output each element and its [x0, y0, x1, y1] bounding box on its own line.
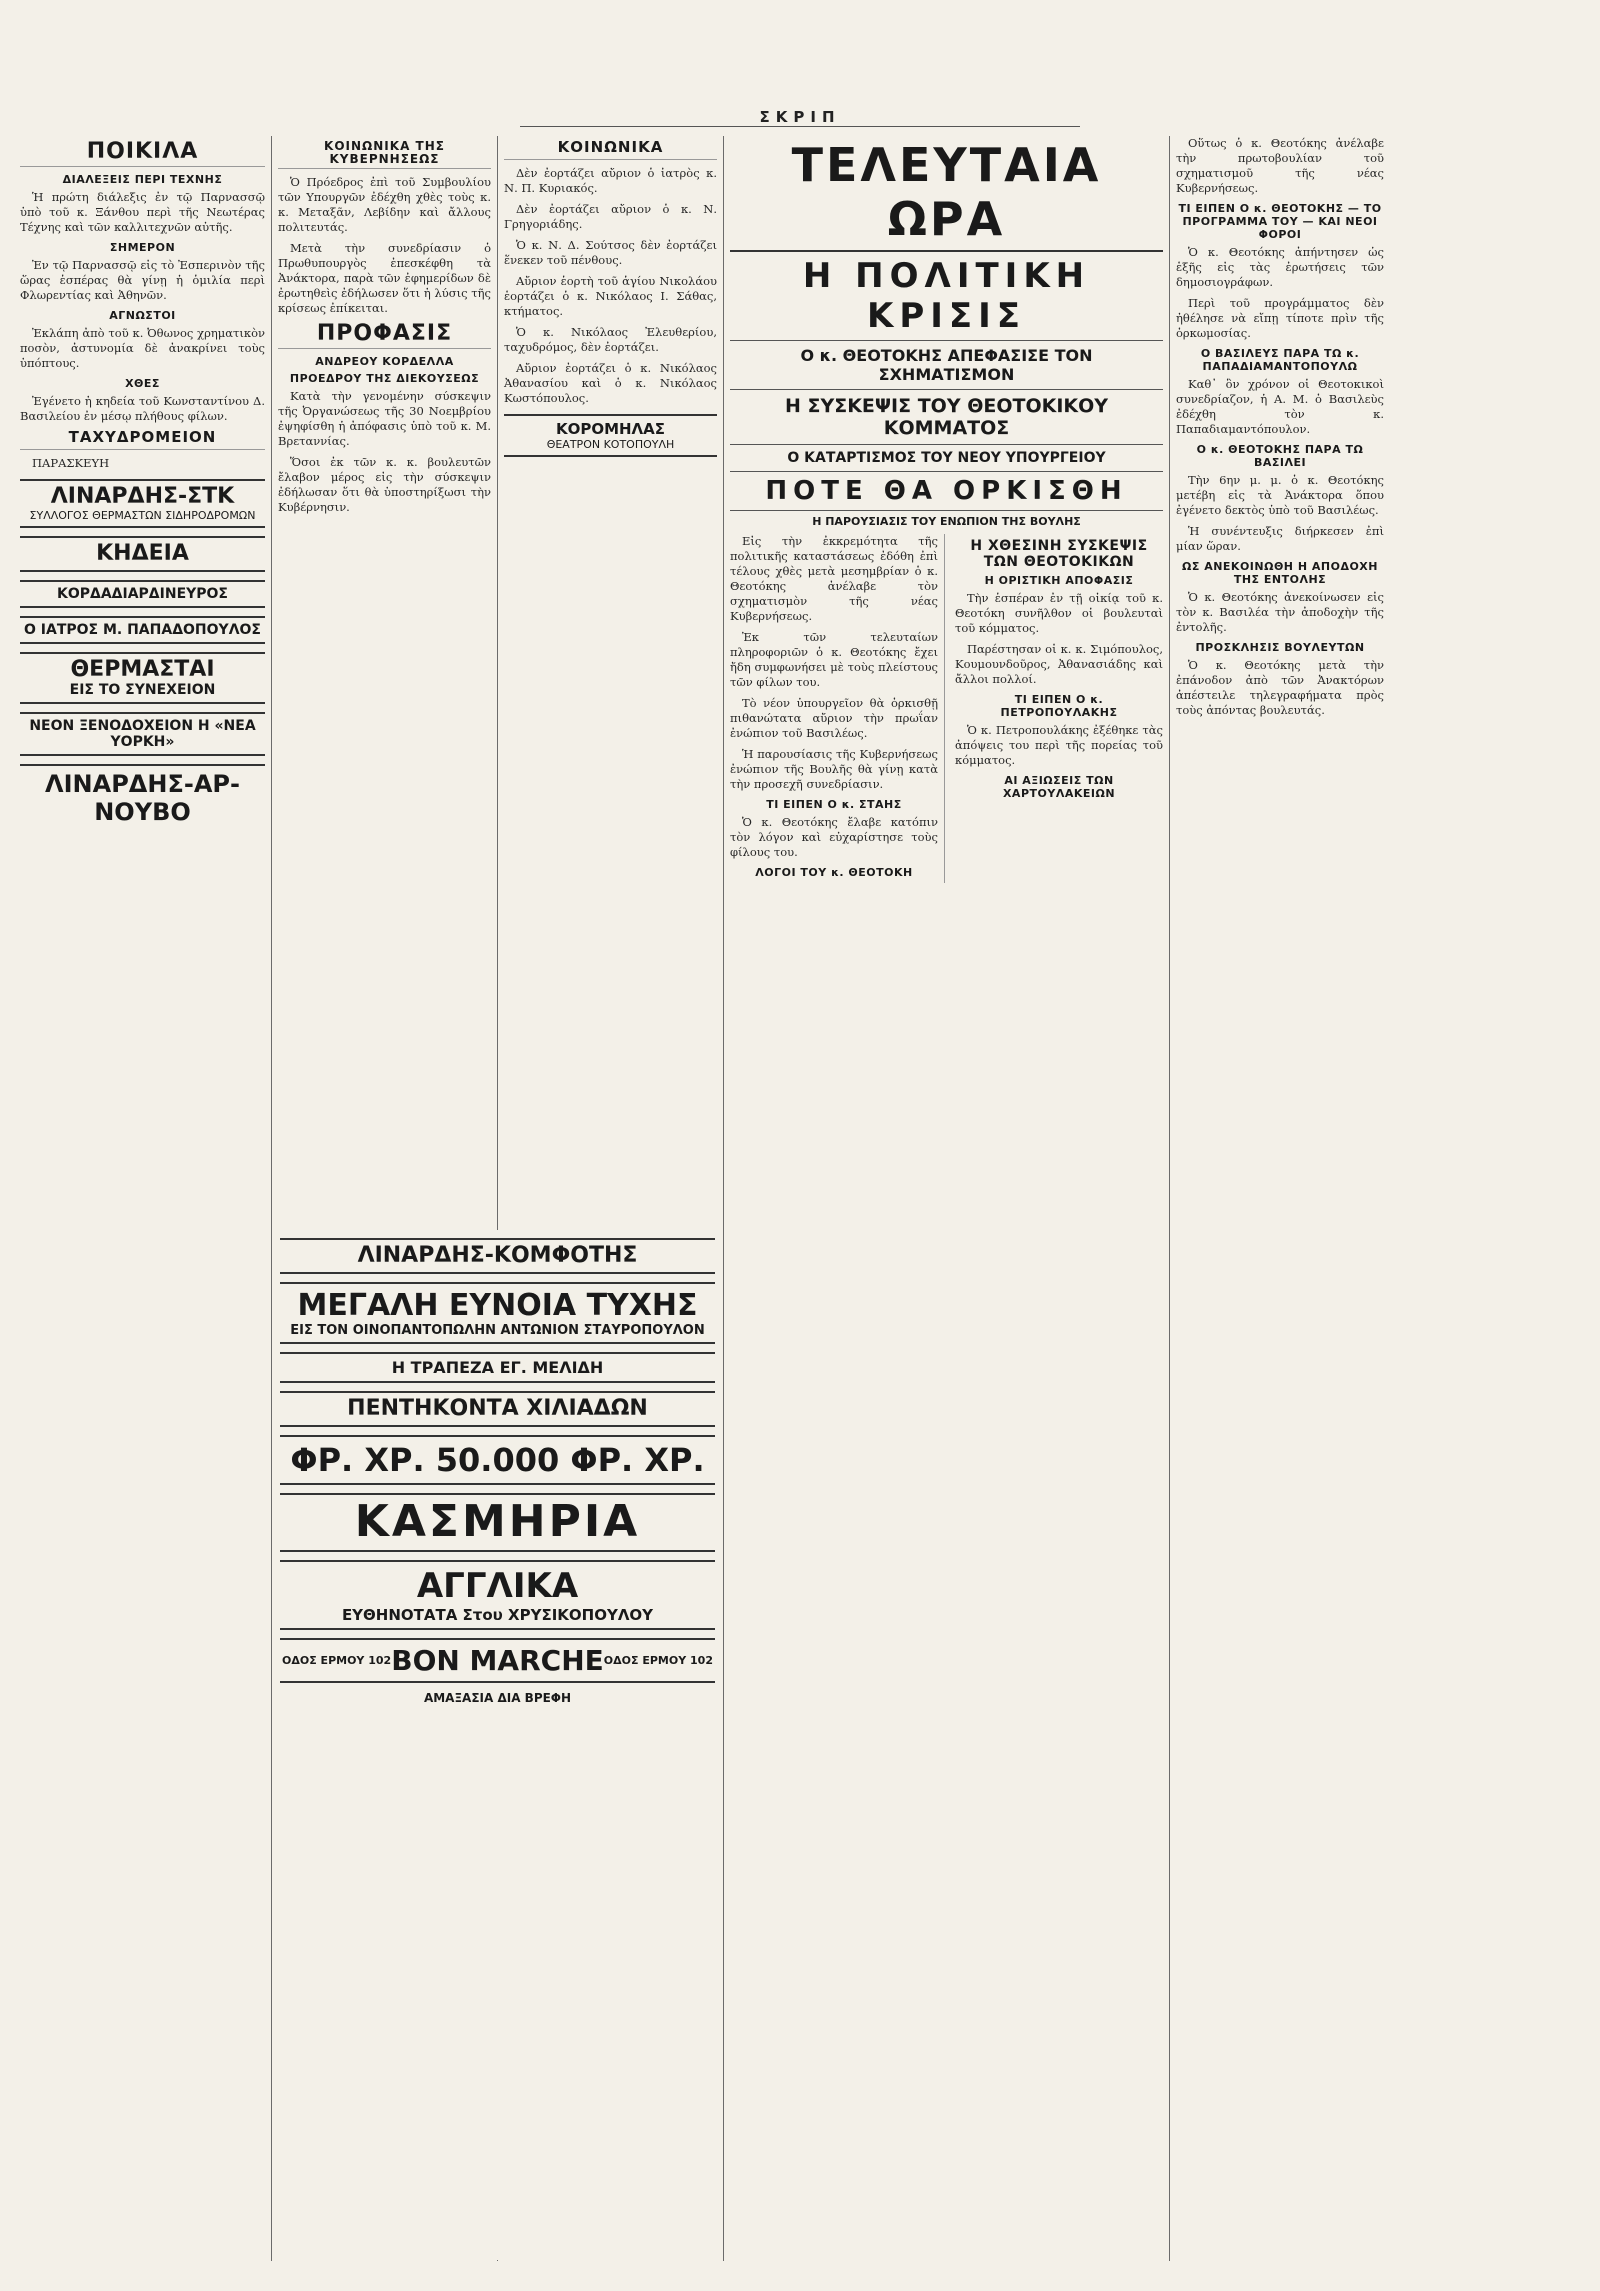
lead-paragraph: Ὁ κ. Πετροπουλάκης ἐξέθηκε τὰς ἀπόψεις του περὶ τῆς πορείας τοῦ κόμματος.: [955, 723, 1163, 767]
right-text: Ὁ κ. Θεοτόκης ἀνεκοίνωσεν εἰς τὸν κ. Βασιλέα τὴν ἀποδοχὴν τῆς ἐντολῆς.: [1176, 590, 1384, 634]
right-text: Οὕτως ὁ κ. Θεοτόκης ἀνέλαβε τὴν πρωτοβουλίαν τοῦ σχηματισμοῦ τῆς νέας Κυβερνήσεως.: [1176, 136, 1384, 195]
item-text: Ἐγένετο ἡ κηδεία τοῦ Κωνσταντίνου Δ. Βασιλείου ἐν μέσῳ πλήθους φίλων.: [20, 394, 265, 424]
item-title: ΣΗΜΕΡΟΝ: [109, 241, 176, 255]
ad-trapeza: [280, 1352, 715, 1383]
right-text: Τὴν 6ην μ. μ. ὁ κ. Θεοτόκης μετέβη εἰς τὰ Ἀνάκτορα ὅπου ἐγένετο δεκτὸς ὑπὸ τοῦ Βασιλέως.: [1176, 473, 1384, 517]
post-text: ΠΑΡΑΣΚΕΥΗ: [32, 455, 110, 470]
lead-body-right: [955, 534, 1163, 883]
section-head-post: ΤΑΧΥΔΡΟΜΕΙΟΝ: [20, 430, 265, 450]
wide-ads-block: [272, 1230, 724, 2260]
right-text: Καθ᾽ ὃν χρόνον οἱ Θεοτοκικοὶ συνεδρίαζον, ἡ Α. Μ. ὁ Βασιλεὺς ἐδέχθη τὸν κ. Παπαδιαμαντόπουλον.: [1176, 377, 1384, 436]
section-head-poikila: ΠΟΙΚΙΛΑ: [20, 140, 265, 167]
lead-headline-7: Η ΠΑΡΟΥΣΙΑΣΙΣ ΤΟΥ ΕΝΩΠΙΟΝ ΤΗΣ ΒΟΥΛΗΣ: [812, 515, 1081, 528]
ad-pentikonta: [280, 1391, 715, 1427]
ad-iatros: [20, 616, 265, 644]
ad-title: ΛΙΝΑΡΔΗΣ-ΣΤΚ: [50, 483, 235, 509]
ad-komfotis: [280, 1238, 715, 1274]
ad-linardis: [20, 479, 265, 528]
ad-title: ΠΕΝΤΗΚΟΝΤΑ ΧΙΛΙΑΔΩΝ: [347, 1396, 648, 1422]
ad-title: ΑΓΓΛΙΚΑ: [416, 1565, 579, 1606]
lead-subhead: ΤΙ ΕΙΠΕΝ Ο κ. ΣΤΑΗΣ: [766, 798, 902, 811]
right-text: Περὶ τοῦ προγράμματος δὲν ἠθέλησε νὰ εἴπῃ τίποτε πρὶν τῆς ὁρκωμοσίας.: [1176, 296, 1384, 340]
lead-paragraph: Ἡ παρουσίασις τῆς Κυβερνήσεως ἐνώπιον τῆς Βουλῆς θὰ γίνῃ κατὰ τὴν προσεχῆ συνεδρίασιν.: [730, 747, 938, 791]
ad-anglika: [280, 1560, 715, 1630]
lead-subhead: ΑΙ ΑΞΙΩΣΕΙΣ ΤΩΝ ΧΑΡΤΟΥΛΑΚΕΙΩΝ: [1002, 774, 1116, 800]
right-subhead: Ο ΒΑΣΙΛΕΥΣ ΠΑΡΑ ΤΩ κ. ΠΑΠΑΔΙΑΜΑΝΤΟΠΟΥΛΩ: [1200, 347, 1360, 373]
ad-title: Ο ΙΑΤΡΟΣ Μ. ΠΑΠΑΔΟΠΟΥΛΟΣ: [24, 622, 261, 639]
ad-subtitle: ΕΙΣ ΤΟΝ ΟΙΝΟΠΑΝΤΟΠΩΛΗΝ ΑΝΤΩΝΙΟΝ ΣΤΑΥΡΟΠΟΥΛΟΝ: [290, 1323, 705, 1339]
lead-paragraph: Παρέστησαν οἱ κ. κ. Σιμόπουλος, Κουμουνδοῦρος, Ἀθανασιάδης καὶ ἄλλοι πολλοί.: [955, 642, 1163, 686]
lead-headline-2: Η ΠΟΛΙΤΙΚΗ ΚΡΙΣΙΣ: [730, 252, 1163, 341]
item-text: Ἐκλάπη ἀπὸ τοῦ κ. Ὀθωνος χρηματικὸν ποσὸν, ἀστυνομία δὲ ἀνακρίνει τοὺς ὑπόπτους.: [20, 326, 265, 371]
ad-title: Η ΤΡΑΠΕΖΑ ΕΓ. ΜΕΛΙΔΗ: [391, 1358, 604, 1378]
right-text: Ὁ κ. Θεοτόκης μετὰ τὴν ἐπάνοδον ἀπὸ τῶν Ἀνακτόρων ἀπέστειλε τηλεγραφήματα πρὸς τοὺς ἀπόντας βουλευτάς.: [1176, 658, 1384, 717]
ad-title: ΚΟΡΟΜΗΛΑΣ: [555, 419, 666, 438]
ad-subtitle: ΣΥΛΛΟΓΟΣ ΘΕΡΜΑΣΤΩΝ ΣΙΔΗΡΟΔΡΟΜΩΝ: [29, 509, 256, 523]
item-title: ΧΘΕΣ: [125, 377, 160, 391]
social-text: Ὁ κ. Νικόλαος Ἐλευθερίου, ταχυδρόμος, δὲν ἐορτάζει.: [504, 324, 717, 354]
article-subtitle: ΠΡΟΕΔΡΟΥ ΤΗΣ ΔΙΕΚΟΥΣΕΩΣ: [289, 372, 480, 386]
lead-subhead: ΛΟΓΟΙ ΤΟΥ κ. ΘΕΟΤΟΚΗ: [755, 866, 913, 879]
lead-subhead: Η ΟΡΙΣΤΙΚΗ ΑΠΟΦΑΣΙΣ: [984, 574, 1134, 587]
ad-title: ΜΕΓΑΛΗ ΕΥΝΟΙΑ ΤΥΧΗΣ: [297, 1288, 698, 1324]
lead-paragraph: Τὸ νέον ὑπουργεῖον θὰ ὁρκισθῇ πιθανώτατα αὔριον τὴν πρωΐαν ἐνώπιον τοῦ Βασιλέως.: [730, 696, 938, 740]
lead-paragraph: Ὁ κ. Θεοτόκης ἔλαβε κατόπιν τὸν λόγον καὶ εὐχαρίστησε τοὺς φίλους του.: [730, 815, 938, 859]
item-title: ΔΙΑΛΕΞΕΙΣ ΠΕΡΙ ΤΕΧΝΗΣ: [62, 173, 223, 187]
ad-subtitle: ΕΙΣ ΤΟ ΣΥΝΕΧΕΙΟΝ: [69, 682, 216, 699]
article-text: Ὅσοι ἐκ τῶν κ. κ. βουλευτῶν ἔλαβον μέρος εἰς τὴν σύσκεψιν ἐδήλωσαν ὅτι θὰ ὑποστηρίξωσι τὴν Κυβέρνησιν.: [278, 455, 491, 515]
lead-subhead: ΤΙ ΕΙΠΕΝ Ο κ. ΠΕΤΡΟΠΟΥΛΑΚΗΣ: [1000, 693, 1118, 719]
column-poikila: [14, 136, 272, 2261]
ad-nea-yorki: [20, 712, 265, 756]
lead-headline-4: Η ΣΥΣΚΕΨΙΣ ΤΟΥ ΘΕΟΤΟΚΙΚΟΥ ΚΟΜΜΑΤΟΣ: [730, 390, 1163, 445]
ad-footer: ΑΜΑΞΑΣΙΑ ΔΙΑ ΒΡΕΦΗ: [423, 1690, 572, 1705]
lead-headline-6: ΠΟΤΕ ΘΑ ΟΡΚΙΣΘΗ: [730, 472, 1163, 511]
gov-text: Ὁ Πρόεδρος ἐπὶ τοῦ Συμβουλίου τῶν Υπουργῶν ἐδέχθη χθὲς τοὺς κ. κ. Μεταξᾶν, Λεβίδην καὶ ἄλλους πολιτευτάς.: [278, 175, 491, 235]
social-text: Αὔριον ἐορτάζει ὁ κ. Νικόλαος Ἀθανασίου καὶ ὁ κ. Νικόλαος Κωστόπουλος.: [504, 360, 717, 405]
social-text: Δὲν ἐορτάζει αὔριον ὁ ἰατρὸς κ. Ν. Π. Κυριακός.: [504, 165, 717, 195]
ad-title: BON MARCHE: [391, 1643, 604, 1677]
masthead: ΣΚΡΙΠ: [520, 108, 1080, 127]
ad-thermastai: [20, 652, 265, 704]
ad-title: ΘΕΡΜΑΣΤΑΙ: [70, 657, 215, 683]
lead-headline: ΤΕΛΕΥΤΑΙΑ ΩΡΑ: [730, 136, 1163, 252]
ad-subtitle: ΘΕΑΤΡΟΝ ΚΟΤΟΠΟΥΛΗ: [546, 437, 675, 451]
ad-title: ΛΙΝΑΡΔΗΣ-ΚΟΜΦΟΤΗΣ: [357, 1243, 638, 1268]
column-lead-story: [724, 136, 1170, 2261]
ad-bon-marche: [280, 1638, 715, 1683]
lead-headline-5: Ο ΚΑΤΑΡΤΙΣΜΟΣ ΤΟΥ ΝΕΟΥ ΥΠΟΥΡΓΕΙΟΥ: [730, 445, 1163, 472]
right-subhead: Ο κ. ΘΕΟΤΟΚΗΣ ΠΑΡΑ ΤΩ ΒΑΣΙΛΕΙ: [1196, 443, 1364, 469]
ad-koromilas: [504, 414, 717, 457]
ad-kasmiria: [280, 1493, 715, 1551]
article-text: Κατὰ τὴν γενομένην σύσκεψιν τῆς Ὀργανώσεως τῆς 30 Νοεμβρίου ἐψηφίσθη ἡ ἀπόφασις ὑπὸ τοῦ κ. Μ. Βρεταννίας.: [278, 389, 491, 449]
ad-title: ΚΑΣΜΗΡΙΑ: [354, 1496, 641, 1548]
lead-subhead: Η ΧΘΕΣΙΝΗ ΣΥΣΚΕΨΙΣ ΤΩΝ ΘΕΟΤΟΚΙΚΩΝ: [970, 538, 1148, 570]
ad-kideia: [20, 536, 265, 572]
gov-text: Μετὰ τὴν συνεδρίασιν ὁ Πρωθυπουργὸς ἐπεσκέφθη τὰ Ἀνάκτορα, παρὰ τῶν ἐφημερίδων δὲ ἐρωτηθεὶς ἐδήλωσεν ὅτι ἡ λύσις τῆς κρίσεως ἐπίκειται.: [278, 241, 491, 316]
section-head-profasis: ΠΡΟΦΑΣΙΣ: [278, 322, 491, 349]
item-text: Ἐν τῷ Παρνασσῷ εἰς τὸ Ἐσπερινὸν τῆς ὥρας ἑσπέρας θὰ γίνῃ ἡ ὁμιλία περὶ Φλωρεντίας καὶ Ἀθηνῶν.: [20, 258, 265, 303]
lead-paragraph: Εἰς τὴν ἐκκρεμότητα τῆς πολιτικῆς καταστάσεως ἐδόθη ἐπὶ τέλους χθὲς μετὰ μεσημβρίαν ὁ κ. Θεοτόκης ἀνέλαβε τὸν σχηματισμὸν τῆς νέας Κυβερνήσεως.: [730, 534, 938, 623]
ad-subtitle: ΕΥΘΗΝΟΤΑΤΑ Στου ΧΡΥΣΙΚΟΠΟΥΛΟΥ: [341, 1605, 654, 1624]
ad-kordadiar: [20, 580, 265, 608]
ad-title: ΚΗΔΕΙΑ: [96, 541, 189, 567]
right-text: Ἡ συνέντευξις διήρκεσεν ἐπὶ μίαν ὥραν.: [1176, 524, 1384, 553]
lead-paragraph: Ἐκ τῶν τελευταίων πληροφοριῶν ὁ κ. Θεοτόκης ἔχει ἤδη συμφωνήσει μὲ τοὺς πλείστους τῶν φίλων του.: [730, 630, 938, 689]
lead-paragraph: Τὴν ἑσπέραν ἐν τῇ οἰκίᾳ τοῦ κ. Θεοτόκη συνῆλθον οἱ βουλευταὶ τοῦ κόμματος.: [955, 591, 1163, 635]
item-text: Ἡ πρώτη διάλεξις ἐν τῷ Παρνασσῷ ὑπὸ τοῦ κ. Ξάνθου περὶ τῆς Νεωτέρας Τέχνης καὶ τῶν καλλιτεχνῶν αὐτῆς.: [20, 190, 265, 235]
ad-title: ΦΡ. ΧΡ. 50.000 ΦΡ. ΧΡ.: [290, 1441, 705, 1480]
column-right: [1170, 136, 1390, 2261]
right-subhead: ΠΡΟΣΚΛΗΣΙΣ ΒΟΥΛΕΥΤΩΝ: [1195, 641, 1365, 654]
ad-title: ΝΕΟΝ ΞΕΝΟΔΟΧΕΙΟΝ Η «ΝΕΑ ΥΟΡΚΗ»: [29, 718, 256, 751]
lead-body: [730, 534, 1163, 883]
social-text: Δὲν ἐορτάζει αὔριον ὁ κ. Ν. Γρηγοριάδης.: [504, 201, 717, 231]
ad-50000: [280, 1435, 715, 1485]
section-head-koinonika: ΚΟΙΝΩΝΙΚΑ: [504, 140, 717, 160]
right-text: Ὁ κ. Θεοτόκης ἀπήντησεν ὡς ἑξῆς εἰς τὰς ἐρωτήσεις τῶν δημοσιογράφων.: [1176, 245, 1384, 289]
ad-address: ΟΔΟΣ ΕΡΜΟΥ 102: [282, 1653, 392, 1667]
article-subtitle: ΑΝΔΡΕΟΥ ΚΟΡΔΕΛΛΑ: [315, 355, 454, 369]
lead-body-left: [730, 534, 945, 883]
social-text: Ὁ κ. Ν. Δ. Σούτσος δὲν ἐορτάζει ἕνεκεν τοῦ πένθους.: [504, 237, 717, 267]
right-subhead: ΤΙ ΕΙΠΕΝ Ο κ. ΘΕΟΤΟΚΗΣ — ΤΟ ΠΡΟΓΡΑΜΜΑ ΤΟΥ — ΚΑΙ ΝΕΟΙ ΦΟΡΟΙ: [1178, 202, 1382, 241]
social-text: Αὔριον ἑορτὴ τοῦ ἁγίου Νικολάου ἑορτάζει ὁ κ. Νικόλαος Ι. Σάθας, κτήματος.: [504, 273, 717, 318]
ad-megali-eunoia: [280, 1282, 715, 1344]
ad-title: ΚΟΡΔΑΔΙΑΡΔΙΝΕΥΡΟΣ: [56, 586, 228, 603]
ad-address: ΟΔΟΣ ΕΡΜΟΥ 102: [603, 1653, 713, 1667]
lead-headline-3: Ο κ. ΘΕΟΤΟΚΗΣ ΑΠΕΦΑΣΙΣΕ ΤΟΝ ΣΧΗΜΑΤΙΣΜΟΝ: [730, 341, 1163, 390]
ad-art-nouveau: ΛΙΝΑΡΔΗΣ-ΑΡ-ΝΟΥΒΟ: [20, 764, 265, 826]
section-head-government: ΚΟΙΝΩΝΙΚΑ ΤΗΣ ΚΥΒΕΡΝΗΣΕΩΣ: [278, 140, 491, 169]
item-title: ΑΓΝΩΣΤΟΙ: [109, 309, 176, 323]
right-subhead: ΩΣ ΑΝΕΚΟΙΝΩΘΗ Η ΑΠΟΔΟΧΗ ΤΗΣ ΕΝΤΟΛΗΣ: [1182, 560, 1378, 586]
